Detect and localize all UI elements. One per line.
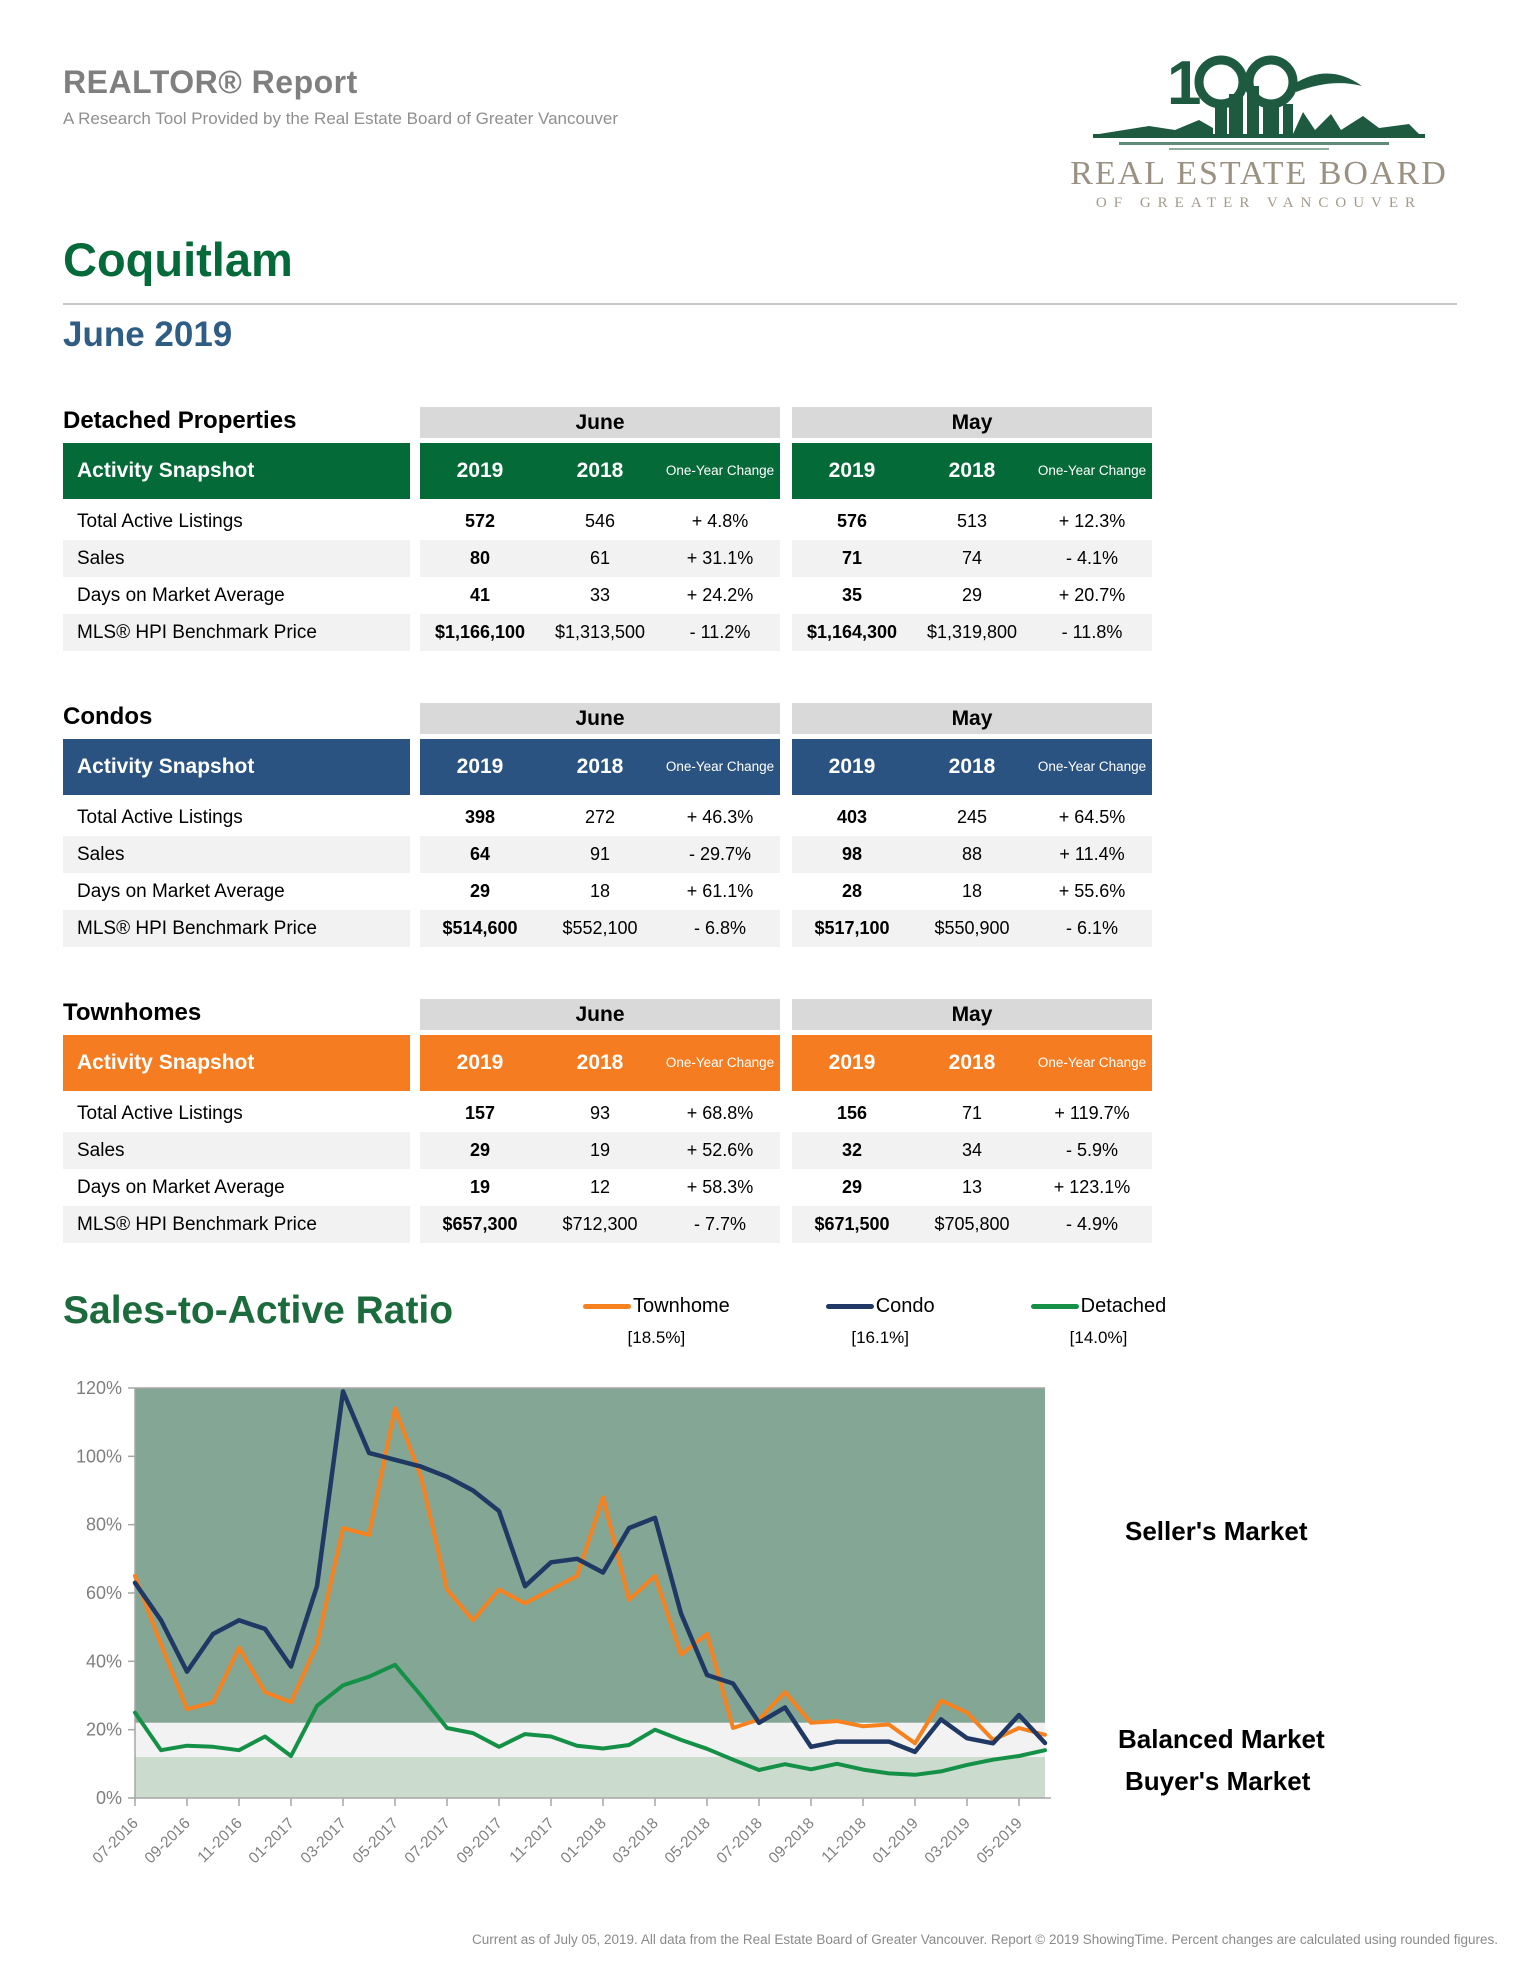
page-title-city: Coquitlam	[63, 233, 293, 286]
cell-value: + 31.1%	[660, 540, 780, 577]
svg-text:11-2017: 11-2017	[506, 1814, 558, 1867]
svg-text:40%: 40%	[85, 1651, 122, 1672]
legend-item-condo	[826, 1295, 935, 1348]
condo-line-swatch-icon	[826, 1304, 874, 1309]
svg-text:100%: 100%	[75, 1446, 122, 1467]
svg-text:11-2016: 11-2016	[194, 1814, 246, 1867]
cell-value: 12	[540, 1169, 660, 1206]
col-header-2019: 2019	[792, 1035, 912, 1091]
col-header-2019: 2019	[792, 739, 912, 795]
col-header-2018: 2018	[540, 1035, 660, 1091]
cell-value: 156	[792, 1095, 912, 1132]
cell-value: $514,600	[420, 910, 540, 947]
report-header	[63, 42, 1457, 212]
cell-value: 34	[912, 1132, 1032, 1169]
cell-value: $552,100	[540, 910, 660, 947]
table-row	[63, 1132, 1152, 1169]
cell-value: $671,500	[792, 1206, 912, 1243]
table-row	[63, 503, 1152, 540]
svg-text:09-2017: 09-2017	[453, 1814, 506, 1868]
cell-value: 18	[540, 873, 660, 910]
cell-value: 19	[540, 1132, 660, 1169]
cell-value: + 123.1%	[1032, 1169, 1152, 1206]
cell-value: 33	[540, 577, 660, 614]
row-label: MLS® HPI Benchmark Price	[63, 1206, 410, 1243]
line-chart-svg	[63, 1374, 1103, 1894]
month-band-may: May	[792, 703, 1152, 734]
svg-text:80%: 80%	[85, 1514, 122, 1535]
svg-text:01-2018: 01-2018	[557, 1814, 610, 1868]
row-label: Total Active Listings	[63, 503, 410, 540]
sales-to-active-ratio-chart	[63, 1289, 1457, 1904]
logo-text-line2: OF GREATER VANCOUVER	[1095, 195, 1423, 211]
table-row	[63, 910, 1152, 947]
row-label: Days on Market Average	[63, 1169, 410, 1206]
cell-value: 18	[912, 873, 1032, 910]
cell-value: 572	[420, 503, 540, 540]
cell-value: 71	[792, 540, 912, 577]
row-label: Total Active Listings	[63, 799, 410, 836]
table-header-row	[63, 1035, 1152, 1091]
table-condos	[63, 703, 1152, 947]
cell-value: - 4.9%	[1032, 1206, 1152, 1243]
cell-value: 19	[420, 1169, 540, 1206]
cell-value: 272	[540, 799, 660, 836]
table-row	[63, 1095, 1152, 1132]
buyers-market-label: Buyer's Market	[1125, 1766, 1311, 1796]
cell-value: 61	[540, 540, 660, 577]
col-header-2018: 2018	[912, 739, 1032, 795]
table-row	[63, 873, 1152, 910]
cell-value: + 12.3%	[1032, 503, 1152, 540]
cell-value: $1,319,800	[912, 614, 1032, 651]
svg-text:03-2018: 03-2018	[609, 1814, 662, 1868]
logo-text-line1: REAL ESTATE BOARD	[1070, 155, 1448, 192]
table-row	[63, 1206, 1152, 1243]
legend-label: Townhome	[633, 1295, 730, 1317]
cell-value: $517,100	[792, 910, 912, 947]
cell-value: 74	[912, 540, 1032, 577]
row-label: Total Active Listings	[63, 1095, 410, 1132]
svg-text:09-2018: 09-2018	[765, 1814, 818, 1868]
spacer	[410, 407, 420, 439]
cell-value: - 6.8%	[660, 910, 780, 947]
cell-value: 80	[420, 540, 540, 577]
townhome-line-swatch-icon	[583, 1304, 631, 1309]
table-row	[63, 577, 1152, 614]
cell-value: 29	[420, 873, 540, 910]
cell-value: 29	[912, 577, 1032, 614]
cell-value: + 11.4%	[1032, 836, 1152, 873]
table-townhomes	[63, 999, 1152, 1243]
legend-current-value: [14.0%]	[1069, 1328, 1128, 1347]
table-month-band-row	[63, 407, 1152, 439]
section-title: Townhomes	[63, 999, 202, 1026]
svg-text:60%: 60%	[85, 1583, 122, 1603]
row-label: Sales	[63, 836, 410, 873]
col-header-change: One-Year Change	[1032, 443, 1152, 499]
svg-text:07-2018: 07-2018	[713, 1814, 766, 1868]
legend-item-townhome	[583, 1295, 730, 1348]
cell-value: 71	[912, 1095, 1032, 1132]
cell-value: 513	[912, 503, 1032, 540]
row-label: Sales	[63, 1132, 410, 1169]
cell-value: 13	[912, 1169, 1032, 1206]
cell-value: 32	[792, 1132, 912, 1169]
cell-value: $705,800	[912, 1206, 1032, 1243]
row-label: MLS® HPI Benchmark Price	[63, 910, 410, 947]
cell-value: 398	[420, 799, 540, 836]
rebgv-logo-skyline-icon	[1079, 42, 1439, 154]
detached-line-swatch-icon	[1031, 1304, 1079, 1309]
table-header-row	[63, 739, 1152, 795]
cell-value: 576	[792, 503, 912, 540]
month-band-may: May	[792, 999, 1152, 1030]
svg-text:07-2017: 07-2017	[401, 1814, 454, 1868]
cell-value: 35	[792, 577, 912, 614]
cell-value: $657,300	[420, 1206, 540, 1243]
cell-value: $712,300	[540, 1206, 660, 1243]
col-header-change: One-Year Change	[1032, 739, 1152, 795]
svg-text:09-2016: 09-2016	[141, 1814, 194, 1868]
cell-value: 157	[420, 1095, 540, 1132]
col-header-2018: 2018	[912, 1035, 1032, 1091]
cell-value: $1,313,500	[540, 614, 660, 651]
report-subtitle: A Research Tool Provided by the Real Estate Board of Greater Vancouver	[63, 109, 619, 128]
month-band-may: May	[792, 407, 1152, 438]
table-row	[63, 1169, 1152, 1206]
svg-text:1: 1	[1167, 49, 1202, 118]
chart-title: Sales-to-Active Ratio	[63, 1289, 454, 1332]
cell-value: + 58.3%	[660, 1169, 780, 1206]
cell-value: - 11.2%	[660, 614, 780, 651]
cell-value: 29	[792, 1169, 912, 1206]
cell-value: - 29.7%	[660, 836, 780, 873]
svg-text:05-2019: 05-2019	[973, 1814, 1026, 1868]
cell-value: - 4.1%	[1032, 540, 1152, 577]
cell-value: $550,900	[912, 910, 1032, 947]
section-title: Condos	[63, 703, 153, 730]
row-label: Sales	[63, 540, 410, 577]
month-band-june: June	[420, 407, 780, 438]
table-row	[63, 614, 1152, 651]
chart-plot-area	[63, 1374, 1457, 1904]
balanced-market-label: Balanced Market	[1118, 1724, 1325, 1754]
cell-value: + 61.1%	[660, 873, 780, 910]
table-row	[63, 540, 1152, 577]
cell-value: 93	[540, 1095, 660, 1132]
month-band-june: June	[420, 703, 780, 734]
cell-value: + 68.8%	[660, 1095, 780, 1132]
chart-header	[63, 1289, 1457, 1348]
row-label: Days on Market Average	[63, 873, 410, 910]
cell-value: 28	[792, 873, 912, 910]
cell-value: + 55.6%	[1032, 873, 1152, 910]
table-month-band-row	[63, 999, 1152, 1031]
chart-legend	[583, 1295, 1166, 1348]
col-header-2019: 2019	[420, 443, 540, 499]
cell-value: 88	[912, 836, 1032, 873]
cell-value: $1,164,300	[792, 614, 912, 651]
svg-text:07-2016: 07-2016	[89, 1814, 142, 1868]
cell-value: - 5.9%	[1032, 1132, 1152, 1169]
table-month-band-row	[63, 703, 1152, 735]
legend-label: Detached	[1080, 1295, 1167, 1317]
cell-value: + 46.3%	[660, 799, 780, 836]
col-header-2018: 2018	[540, 443, 660, 499]
legend-current-value: [16.1%]	[851, 1328, 910, 1347]
col-header-2019: 2019	[792, 443, 912, 499]
cell-value: + 24.2%	[660, 577, 780, 614]
table-row	[63, 836, 1152, 873]
svg-text:11-2018: 11-2018	[818, 1814, 870, 1867]
svg-text:03-2017: 03-2017	[297, 1814, 350, 1868]
col-header-change: One-Year Change	[660, 739, 780, 795]
col-header-2018: 2018	[540, 739, 660, 795]
cell-value: 403	[792, 799, 912, 836]
activity-snapshot-label: Activity Snapshot	[63, 443, 410, 499]
table-detached	[63, 407, 1152, 651]
legend-item-detached	[1031, 1295, 1167, 1348]
svg-text:05-2018: 05-2018	[661, 1814, 714, 1868]
col-header-change: One-Year Change	[660, 443, 780, 499]
section-title: Detached Properties	[63, 407, 297, 434]
col-header-change: One-Year Change	[1032, 1035, 1152, 1091]
divider	[63, 303, 1457, 305]
svg-text:01-2017: 01-2017	[245, 1814, 298, 1868]
cell-value: - 7.7%	[660, 1206, 780, 1243]
col-header-2019: 2019	[420, 1035, 540, 1091]
activity-snapshot-label: Activity Snapshot	[63, 739, 410, 795]
header-titles	[63, 42, 618, 129]
cell-value: + 4.8%	[660, 503, 780, 540]
cell-value: 29	[420, 1132, 540, 1169]
cell-value: $1,166,100	[420, 614, 540, 651]
report-period: June 2019	[63, 315, 233, 354]
cell-value: + 119.7%	[1032, 1095, 1152, 1132]
activity-snapshot-label: Activity Snapshot	[63, 1035, 410, 1091]
cell-value: 546	[540, 503, 660, 540]
month-band-june: June	[420, 999, 780, 1030]
cell-value: 245	[912, 799, 1032, 836]
legend-label: Condo	[875, 1295, 935, 1317]
report-title: REALTOR® Report	[63, 64, 358, 100]
spacer	[780, 407, 792, 439]
svg-text:05-2017: 05-2017	[349, 1814, 402, 1868]
cell-value: + 52.6%	[660, 1132, 780, 1169]
cell-value: - 11.8%	[1032, 614, 1152, 651]
svg-text:120%: 120%	[75, 1378, 122, 1398]
svg-text:01-2019: 01-2019	[869, 1814, 922, 1868]
sellers-market-label: Seller's Market	[1125, 1516, 1308, 1546]
rebgv-logo	[1069, 42, 1449, 212]
row-label: Days on Market Average	[63, 577, 410, 614]
svg-text:0%: 0%	[95, 1788, 122, 1808]
cell-value: 98	[792, 836, 912, 873]
table-row	[63, 799, 1152, 836]
cell-value: + 64.5%	[1032, 799, 1152, 836]
svg-text:03-2019: 03-2019	[921, 1814, 974, 1868]
row-label: MLS® HPI Benchmark Price	[63, 614, 410, 651]
col-header-2019: 2019	[420, 739, 540, 795]
cell-value: 91	[540, 836, 660, 873]
svg-text:20%: 20%	[85, 1719, 122, 1740]
col-header-2018: 2018	[912, 443, 1032, 499]
cell-value: + 20.7%	[1032, 577, 1152, 614]
cell-value: 41	[420, 577, 540, 614]
footer-disclaimer: Current as of July 05, 2019. All data from the Real Estate Board of Greater Vancouver. Report © 2019 ShowingTime. Percent changes are calculated using rounded figures.	[471, 1932, 1498, 1947]
legend-current-value: [18.5%]	[627, 1328, 686, 1347]
cell-value: - 6.1%	[1032, 910, 1152, 947]
cell-value: 64	[420, 836, 540, 873]
col-header-change: One-Year Change	[660, 1035, 780, 1091]
table-header-row	[63, 443, 1152, 499]
